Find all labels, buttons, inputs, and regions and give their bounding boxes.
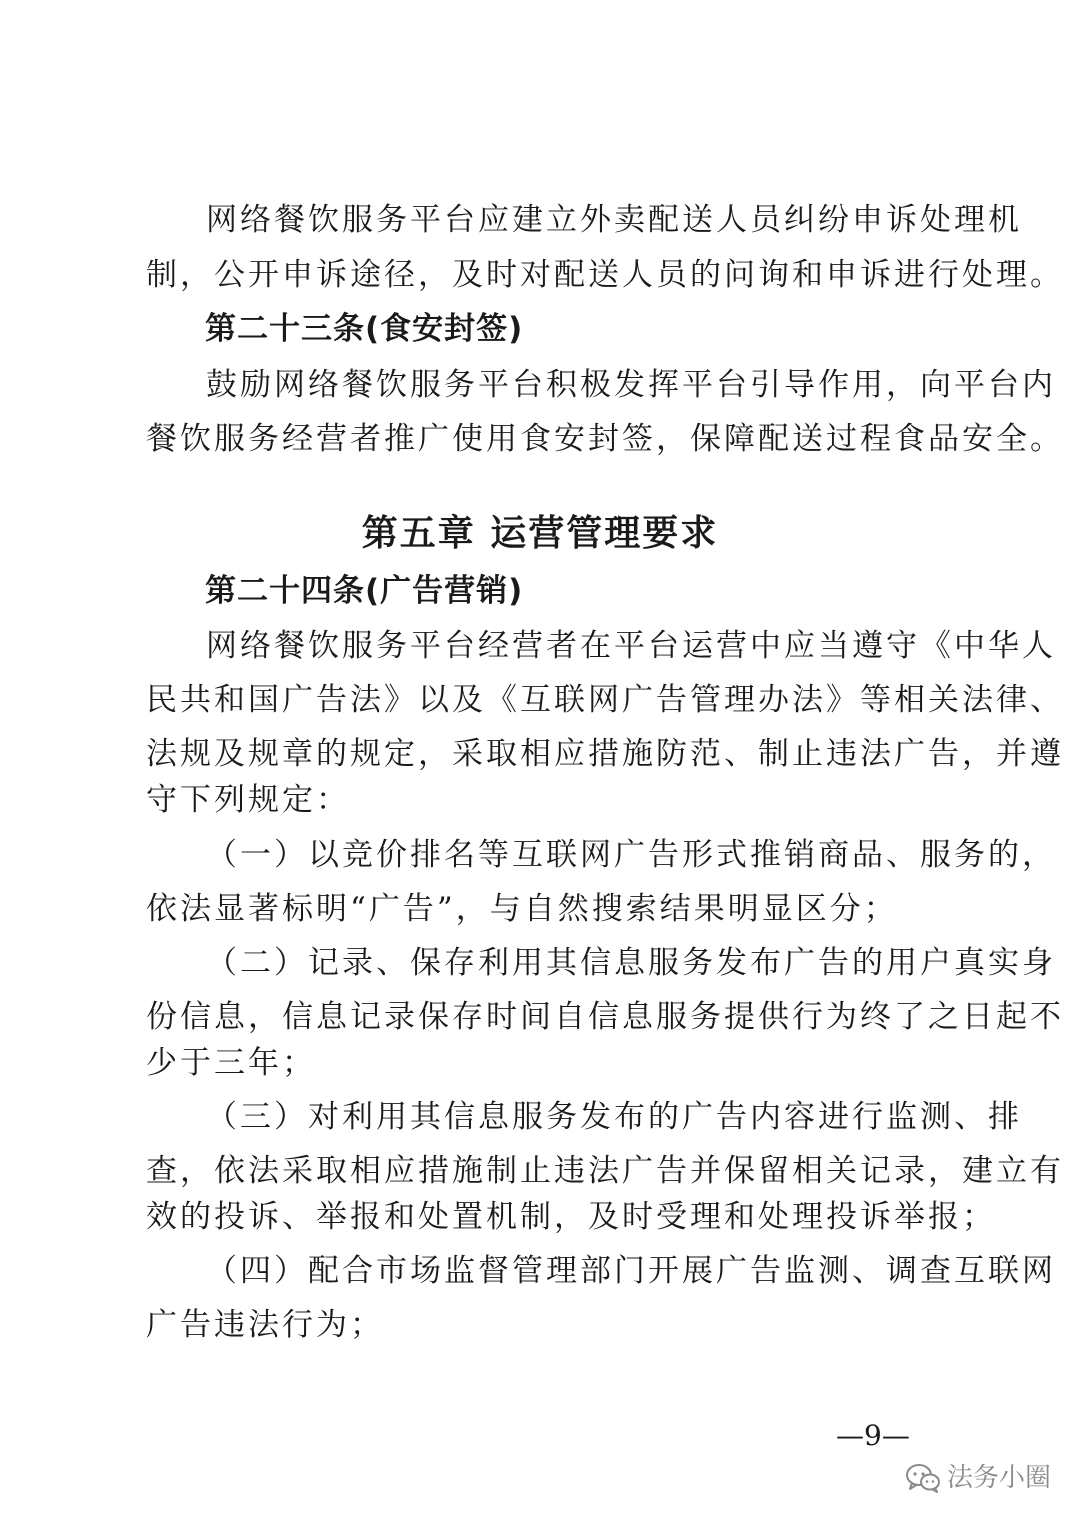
article-heading: 第二十四条(广告营销) [205, 573, 524, 609]
watermark-text: 法务小圈 [947, 1463, 1052, 1493]
watermark [905, 1461, 1051, 1495]
list-item-line: 效的投诉、举报和处置机制，及时受理和处理投诉举报； [146, 1199, 996, 1235]
body-text-line: 制，公开申诉途径，及时对配送人员的问询和申诉进行处理。 [146, 257, 1064, 293]
page-number: —9— [836, 1419, 910, 1452]
article-heading: 第二十三条(食安封签) [205, 311, 524, 347]
list-item-line: （三）对利用其信息服务发布的广告内容进行监测、排 [206, 1099, 1022, 1135]
body-text-line: 守下列规定： [146, 782, 350, 818]
list-item-line: 份信息，信息记录保存时间自信息服务提供行为终了之日起不 [146, 999, 1064, 1035]
list-item-line: （二）记录、保存利用其信息服务发布广告的用户真实身 [206, 945, 1056, 981]
chapter-heading: 第五章 运营管理要求 [361, 512, 719, 554]
body-text-line: 网络餐饮服务平台经营者在平台运营中应当遵守《中华人 [206, 628, 1056, 664]
list-item-line: 少于三年； [146, 1045, 316, 1081]
wechat-icon [905, 1463, 941, 1493]
list-item-line: 查，依法采取相应措施制止违法广告并保留相关记录，建立有 [146, 1153, 1064, 1189]
list-item-line: 依法显著标明“广告”，与自然搜索结果明显区分； [146, 891, 898, 927]
body-text-line: 法规及规章的规定，采取相应措施防范、制止违法广告，并遵 [146, 736, 1064, 772]
body-text-line: 民共和国广告法》以及《互联网广告管理办法》等相关法律、 [146, 682, 1064, 718]
body-text-line: 网络餐饮服务平台应建立外卖配送人员纠纷申诉处理机 [206, 202, 1022, 238]
body-text-line: 餐饮服务经营者推广使用食安封签，保障配送过程食品安全。 [146, 421, 1064, 457]
list-item-line: 广告违法行为； [146, 1307, 384, 1343]
list-item-line: （四）配合市场监督管理部门开展广告监测、调查互联网 [206, 1253, 1056, 1289]
list-item-line: （一）以竞价排名等互联网广告形式推销商品、服务的， [206, 837, 1056, 873]
body-text-line: 鼓励网络餐饮服务平台积极发挥平台引导作用，向平台内 [206, 367, 1056, 403]
